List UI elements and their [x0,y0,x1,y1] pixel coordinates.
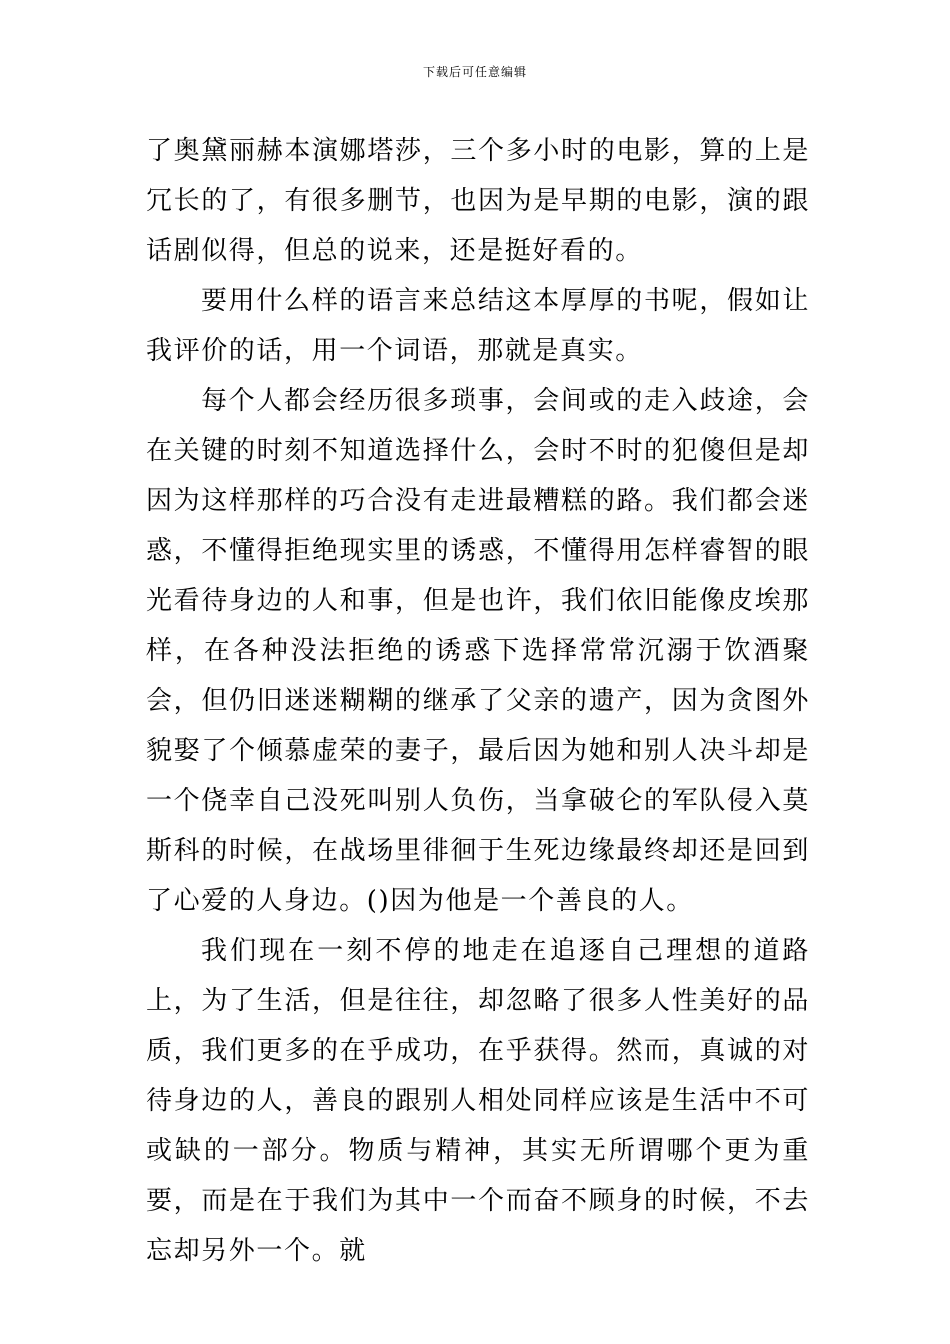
document-body [146,126,810,1276]
paragraph-2: 要用什么样的语言来总结这本厚厚的书呢，假如让我评价的话，用一个词语，那就是真实。 [146,286,810,366]
paragraph-4: 我们现在一刻不停的地走在追逐自己理想的道路上，为了生活，但是往往，却忽略了很多人性美好的品质，我们更多的在乎成功，在乎获得。然而，真诚的对待身边的人，善良的跟别人相处同样应该是生活中不可或缺的一部分。物质与精神，其实无所谓哪个更为重要，而是在于我们为其中一个而奋不顾身的时候，不去忘却另外一个。就 [146,936,810,1266]
page-header: 下载后可任意编辑 [422,65,527,79]
paragraph-3: 每个人都会经历很多琐事，会间或的走入歧途，会在关键的时刻不知道选择什么，会时不时的犯傻但是却因为这样那样的巧合没有走进最糟糕的路。我们都会迷惑，不懂得拒绝现实里的诱惑，不懂得用怎样睿智的眼光看待身边的人和事，但是也许，我们依旧能像皮埃那样，在各种没法拒绝的诱惑下选择常常沉溺于饮酒聚会，但仍旧迷迷糊糊的继承了父亲的遗产，因为贪图外貌娶了个倾慕虚荣的妻子，最后因为她和别人决斗却是一个侥幸自己没死叫别人负伤，当拿破仑的军队侵入莫斯科的时候，在战场里徘徊于生死边缘最终却还是回到了心爱的人身边。()因为他是一个善良的人。 [146,386,810,916]
paragraph-1: 了奥黛丽赫本演娜塔莎，三个多小时的电影，算的上是冗长的了，有很多删节，也因为是早期的电影，演的跟话剧似得，但总的说来，还是挺好看的。 [146,136,810,266]
